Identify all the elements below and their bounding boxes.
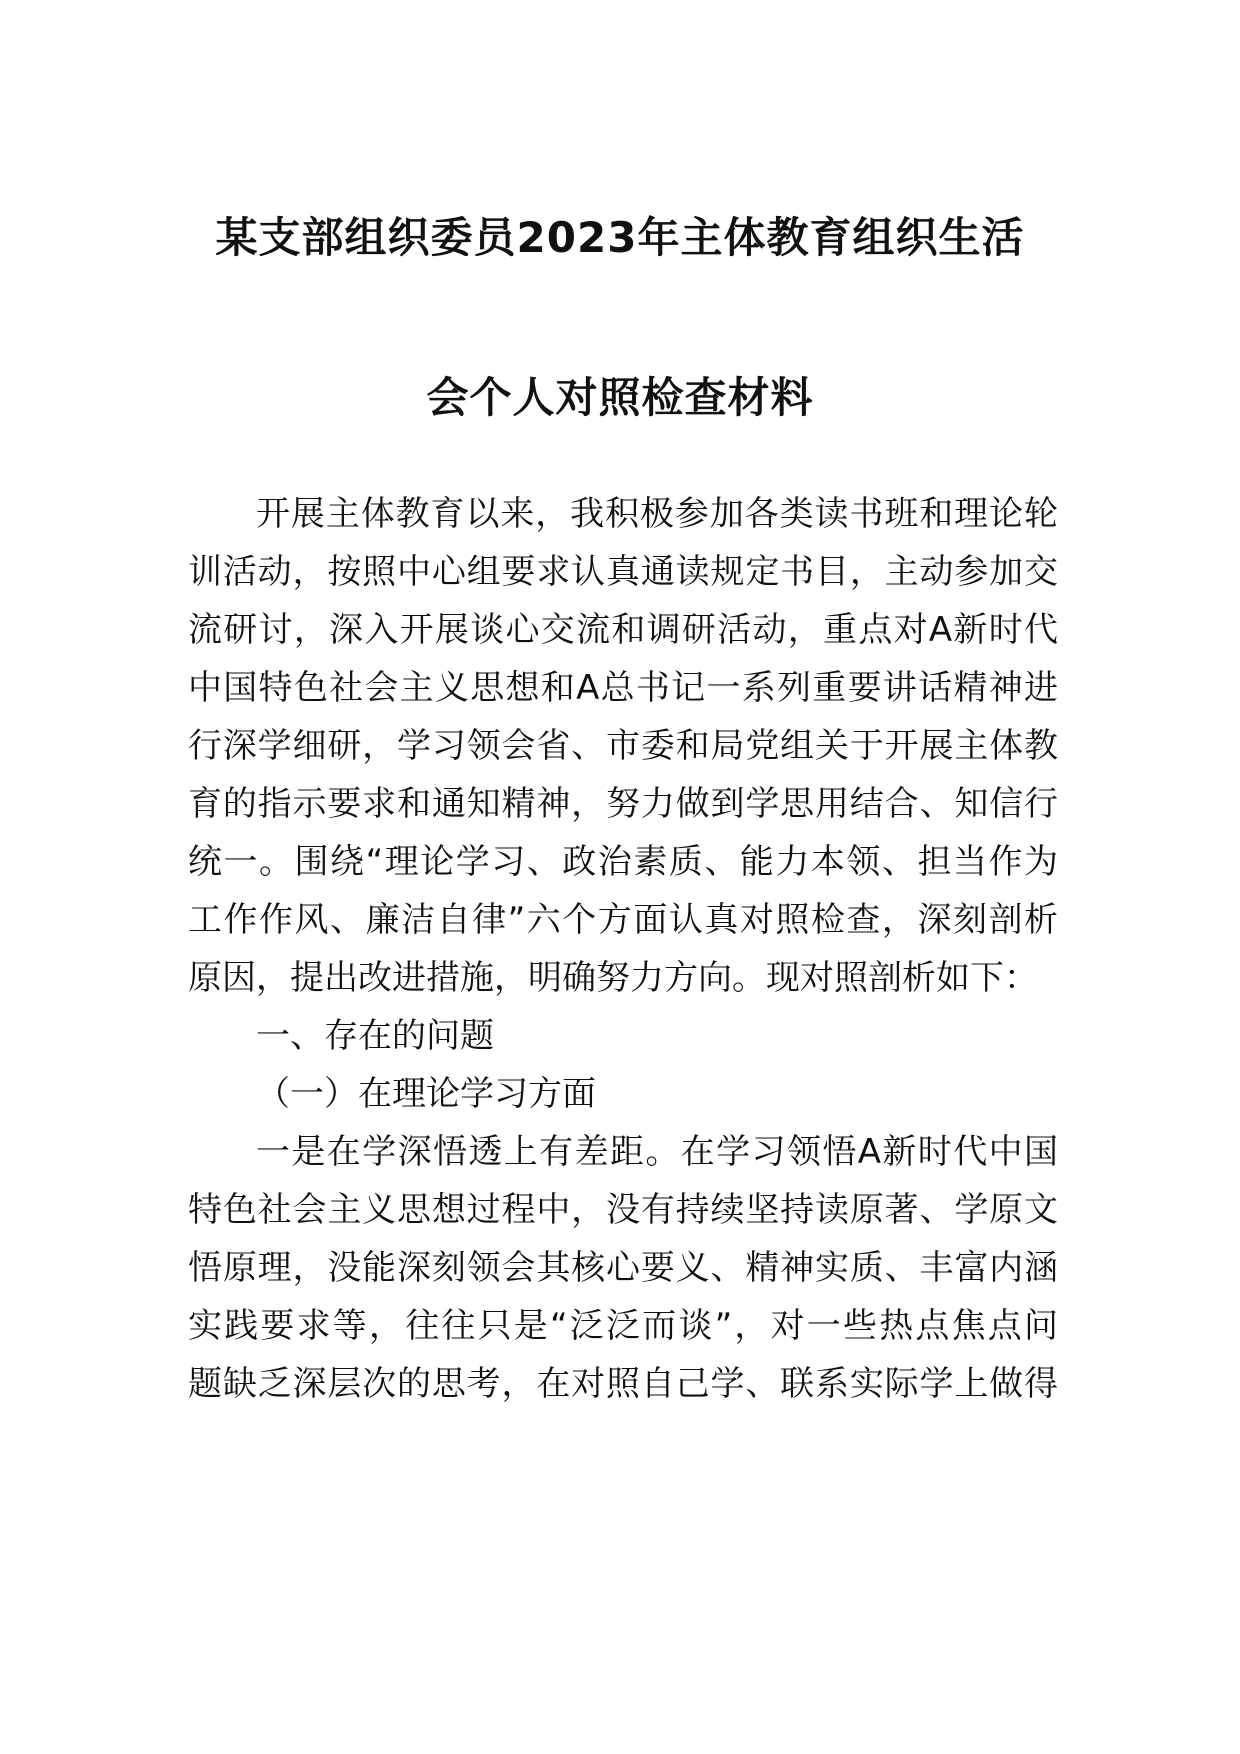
paragraph-line: 统一。围绕“理论学习、政治素质、能力本领、担当作为 [188,842,1058,882]
paragraph-line: 工作作风、廉洁自律”六个方面认真对照检查，深刻剖析 [188,900,1058,940]
paragraph-line: 原因，提出改进措施，明确努力方向。现对照剖析如下： [188,958,1038,998]
paragraph-line: 特色社会主义思想过程中，没有持续坚持读原著、学原文 [188,1190,1058,1230]
paragraph-line: 悟原理，没能深刻领会其核心要义、精神实质、丰富内涵 [188,1248,1058,1288]
paragraph-line: 题缺乏深层次的思考，在对照自己学、联系实际学上做得 [188,1364,1058,1404]
section-heading: 一、存在的问题 [256,1016,494,1056]
paragraph-line: 开展主体教育以来，我积极参加各类读书班和理论轮 [256,494,1058,534]
paragraph-line: 中国特色社会主义思想和A总书记一系列重要讲话精神进 [188,668,1058,708]
paragraph-line: 一是在学深悟透上有差距。在学习领悟A新时代中国 [256,1132,1058,1172]
subsection-heading: （一）在理论学习方面 [256,1074,596,1114]
document-title-line-1: 某支部组织委员2023年主体教育组织生活 [215,213,1025,262]
paragraph-line: 实践要求等，往往只是“泛泛而谈”，对一些热点焦点问 [188,1306,1058,1346]
paragraph-line: 行深学细研，学习领会省、市委和局党组关于开展主体教 [188,726,1058,766]
paragraph-line: 流研讨，深入开展谈心交流和调研活动，重点对A新时代 [188,610,1058,650]
paragraph-line: 育的指示要求和通知精神，努力做到学思用结合、知信行 [188,784,1058,824]
document-title-line-2: 会个人对照检查材料 [426,373,814,422]
paragraph-line: 训活动，按照中心组要求认真通读规定书目，主动参加交 [188,552,1058,592]
